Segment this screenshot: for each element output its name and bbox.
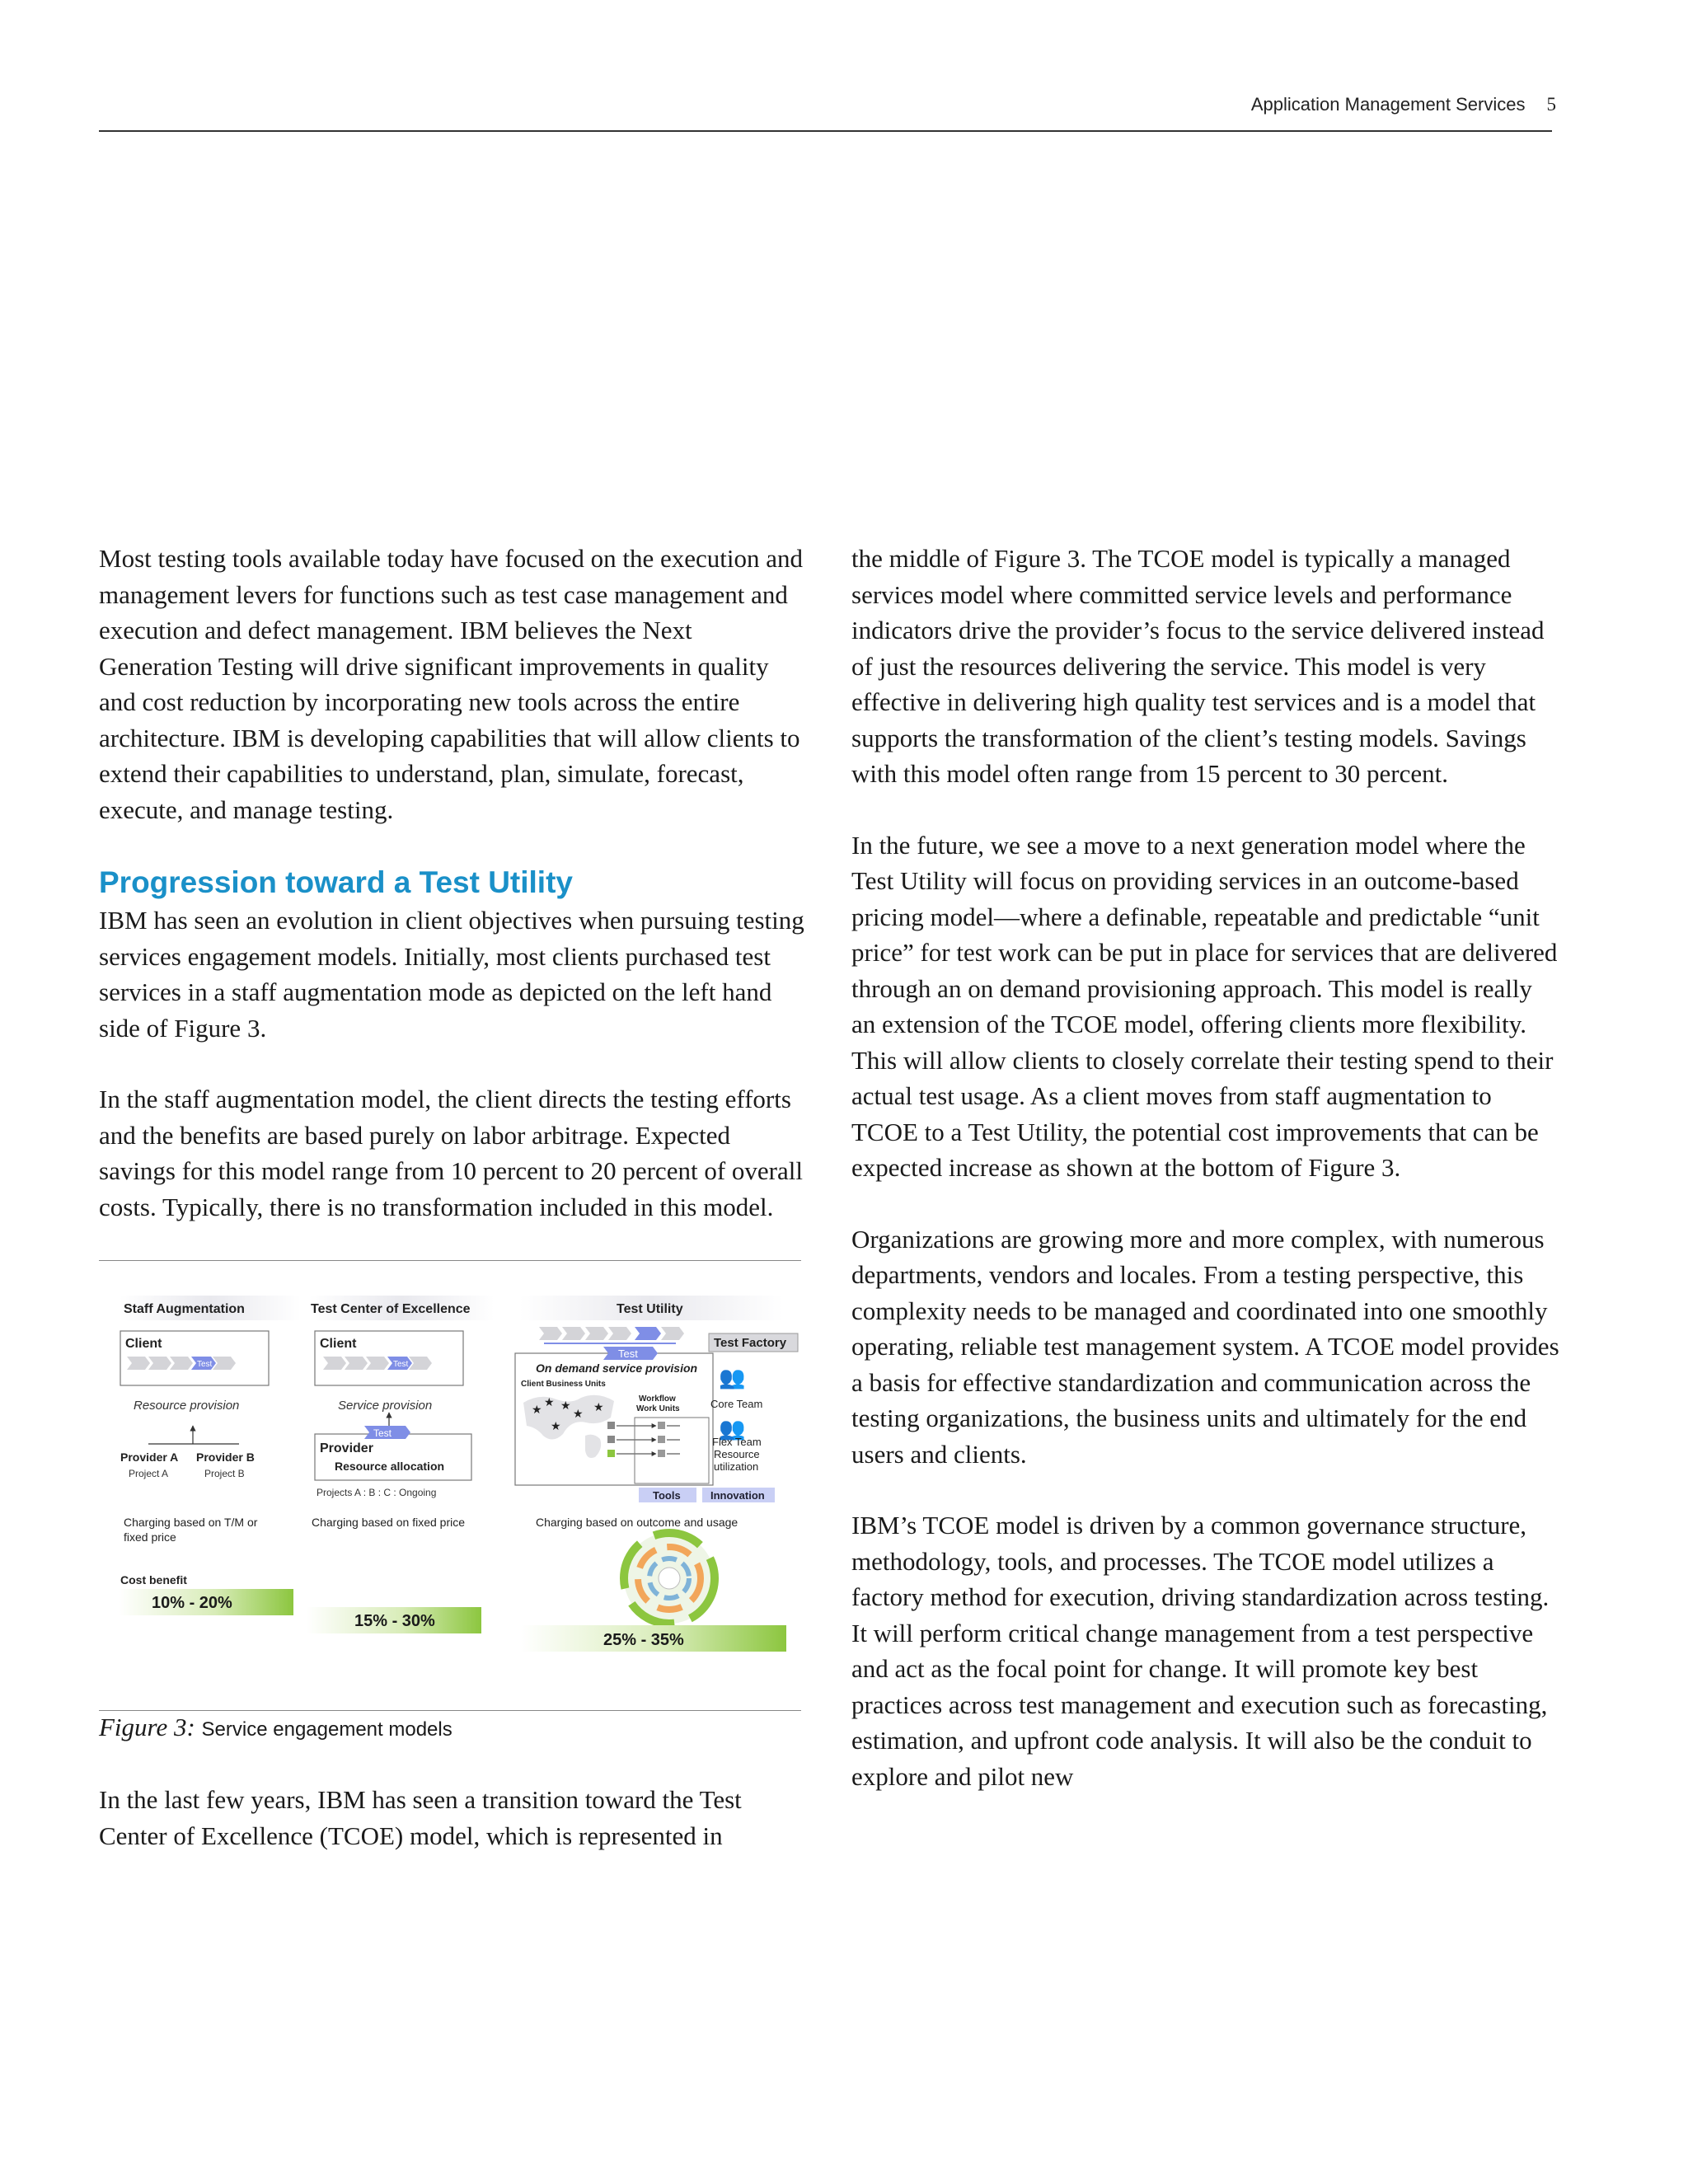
paragraph: Most testing tools available today have focused on the execution and management levers for functions such as test case management and execution and defect management. IBM believes the Next Generation Testing will drive significant improvements in quality and cost reduction by incorporating new tools across the entire architecture. IBM is developing capabilities that will allow clients to extend their capabilities to understand, plan, simulate, forecast, execute, and manage testing.	[99, 544, 803, 824]
location-star-icon: ★	[532, 1403, 542, 1416]
process-chevrons	[127, 1357, 236, 1370]
paragraph: In the future, we see a move to a next generation model where the Test Utility will focus on providing services in an outcome-based pricing model—where a definable, repeatable and predictable “unit price” for test work can be put in place for services that are delivered through an on demand provisioning approach. This model is really an extension of the TCOE model, offering clients more flexibility. This will allow clients to closely correlate their testing spend to their actual test usage. As a client moves from staff augmentation to TCOE to a Test Utility, the potential cost improvements that can be expected increase as shown at the bottom of Figure 3.	[851, 830, 1558, 1182]
header-rule	[99, 130, 1552, 132]
work-unit-square	[658, 1436, 665, 1443]
flex-team-label: Flex Team	[712, 1436, 762, 1448]
flex-team-label: Resource	[714, 1448, 760, 1460]
work-unit-square	[658, 1422, 665, 1429]
test-tag: Test	[373, 1427, 392, 1439]
charging-text: Charging based on outcome and usage	[536, 1516, 738, 1529]
location-star-icon: ★	[593, 1400, 604, 1413]
left-column	[99, 541, 808, 1889]
figure-caption-text: Service engagement models	[201, 1718, 452, 1741]
client-label: Client	[125, 1337, 162, 1351]
innovation-label: Innovation	[710, 1489, 765, 1502]
resource-provision-label: Resource provision	[134, 1399, 240, 1413]
paragraph: IBM has seen an evolution in client objectives when pursuing testing services engagement models. Initially, most clients purchased test services in a staff augmentation mode as depicted on the left hand side of Figure 3.	[99, 906, 804, 1043]
col2-title: Test Center of Excellence	[311, 1302, 471, 1316]
methodology-wheel	[659, 1568, 680, 1589]
charging-text: Charging based on T/M or	[124, 1516, 258, 1529]
process-chevron	[608, 1327, 631, 1340]
process-chevron	[585, 1327, 608, 1340]
page-header	[1251, 94, 1556, 115]
tools-label: Tools	[653, 1489, 681, 1502]
benefit-value: 25% - 35%	[603, 1631, 684, 1649]
col3-title: Test Utility	[617, 1302, 683, 1316]
flex-team-label: utilization	[714, 1460, 759, 1473]
provider-a-label: Provider A	[120, 1451, 179, 1464]
header-title: Application Management Services	[1250, 94, 1526, 115]
core-team-icon: 👥	[719, 1365, 746, 1390]
test-tag: Test	[618, 1347, 638, 1360]
on-demand-label: On demand service provision	[536, 1361, 698, 1375]
work-unit-square	[658, 1450, 665, 1457]
location-star-icon: ★	[560, 1399, 571, 1412]
paragraph: In the last few years, IBM has seen a transition toward the Test Center of Excellence (TCOE) model, which is represented in	[99, 1785, 742, 1850]
flex-team-icon: 👥	[719, 1416, 746, 1441]
benefit-value: 10% - 20%	[152, 1594, 232, 1612]
paragraph: Organizations are growing more and more complex, with numerous departments, vendors and locales. From a testing perspective, this complexity needs to be managed and coordinated into one smoothly operating, reliable test management system. A TCOE model provides a basis for effective standardization and communication across the testing organizations, the business units and ultimately for the end users and clients.	[851, 1224, 1559, 1469]
location-star-icon: ★	[551, 1419, 561, 1432]
workflow-label: Workflow	[639, 1394, 676, 1404]
project-a-label: Project A	[129, 1468, 169, 1479]
work-unit-square	[607, 1436, 615, 1443]
projects-label: Projects A : B : C : Ongoing	[316, 1487, 437, 1498]
section-heading: Progression toward a Test Utility	[99, 865, 573, 899]
service-engagement-diagram	[99, 1261, 801, 1710]
core-team-label: Core Team	[710, 1398, 763, 1410]
work-unit-square	[607, 1450, 615, 1457]
figure-label: Figure 3:	[99, 1713, 195, 1741]
page-number: 5	[1546, 94, 1556, 115]
figure-caption	[99, 1711, 808, 1746]
charging-text: Charging based on fixed price	[312, 1516, 466, 1529]
workflow-label: Work Units	[636, 1404, 680, 1413]
charging-text: fixed price	[124, 1530, 176, 1544]
paragraph: IBM’s TCOE model is driven by a common governance structure, methodology, tools, and processes. The TCOE model utilizes a factory method for execution, driving standardization across testing. It will perform critical change management from a test perspective and act as the focal point for change. It will promote key best practices across test management and execution such as forecasting, estimation, and upfront code analysis. It will also be the conduit to explore and pilot new	[851, 1511, 1550, 1791]
provider-b-label: Provider B	[196, 1451, 255, 1464]
process-chevron	[539, 1327, 562, 1340]
test-tag: Test	[197, 1360, 213, 1369]
process-chevron	[562, 1327, 585, 1340]
service-provision-label: Service provision	[338, 1399, 433, 1413]
location-star-icon: ★	[544, 1395, 555, 1408]
col1-title: Staff Augmentation	[124, 1302, 245, 1316]
test-tag: Test	[393, 1360, 409, 1369]
benefit-value: 15% - 30%	[354, 1612, 435, 1630]
paragraph: In the staff augmentation model, the client directs the testing efforts and the benefits are based purely on labor arbitrage. Expected savings for this model range from 10 percent to 20 percent of overall costs. Typically, there is no transformation included in this model.	[99, 1085, 803, 1221]
paragraph: the middle of Figure 3. The TCOE model is typically a managed services model where committed service levels and performance indicators drive the provider’s focus to the service delivered instead of just the resources delivering the service. This model is very effective in delivering high quality test services and is a model that supports the transformation of the client’s testing models. Savings with this model often range from 15 percent to 30 percent.	[851, 544, 1545, 788]
test-factory-label: Test Factory	[714, 1336, 787, 1350]
client-label: Client	[320, 1337, 357, 1351]
work-unit-square	[607, 1422, 615, 1429]
project-b-label: Project B	[204, 1468, 245, 1479]
cost-benefit-label: Cost benefit	[120, 1573, 187, 1586]
location-star-icon: ★	[573, 1407, 584, 1420]
provider-label: Provider	[320, 1441, 373, 1455]
figure-3	[99, 1260, 801, 1711]
right-column	[851, 541, 1560, 1830]
client-bu-label: Client Business Units	[521, 1380, 606, 1389]
test-chevron	[635, 1327, 661, 1340]
process-chevron	[661, 1327, 684, 1340]
resource-allocation-label: Resource allocation	[335, 1460, 445, 1473]
